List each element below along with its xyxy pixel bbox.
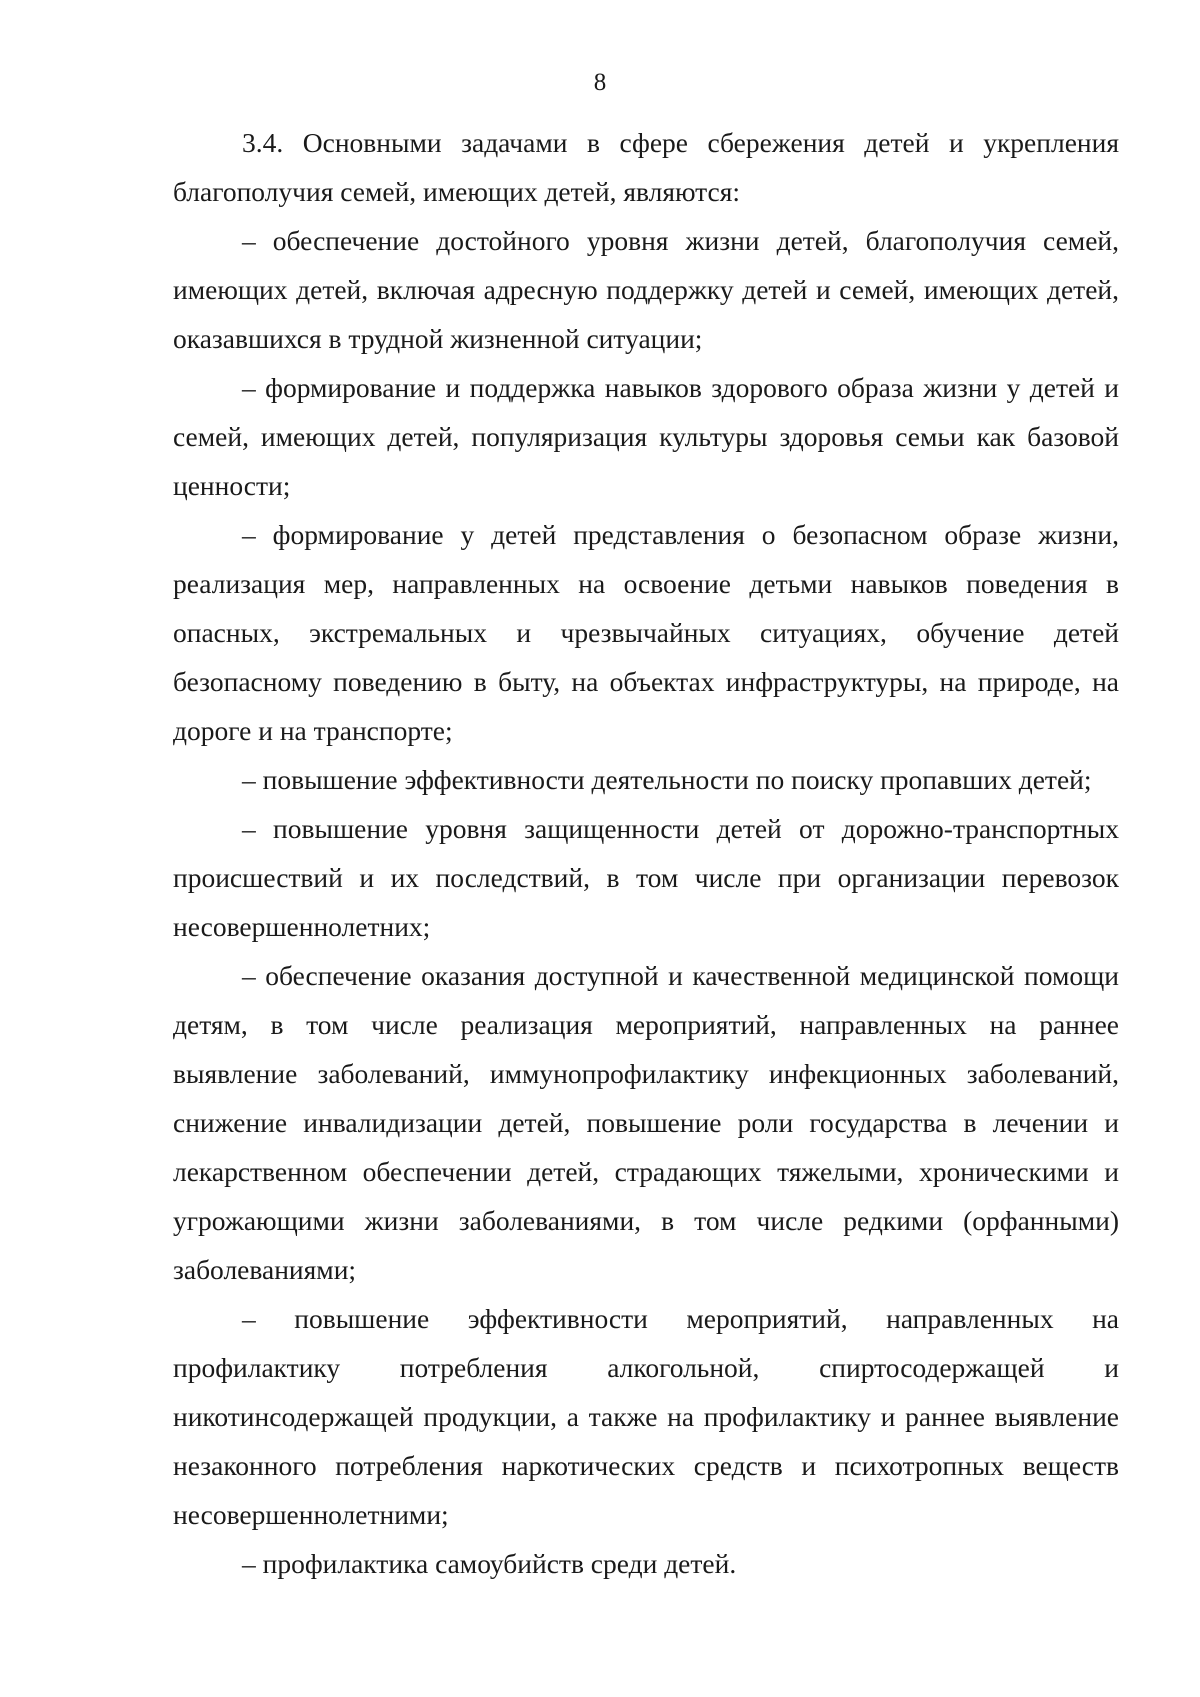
list-item-medical-care: – обеспечение оказания доступной и качественной медицинской помощи детям, в том числе реализация мероприятий, направленных на раннее выявление заболеваний, иммунопрофилактику инфекционных заболеваний, снижение инвалидизации детей, повышение роли государства в лечении и лекарственном обеспечении детей, страдающих тяжелыми, хроническими и угрожающими жизни заболеваниями, в том числе редкими (орфанными) заболеваниями; [173, 960, 1119, 1285]
list-item-safe-life: – формирование у детей представления о безопасном образе жизни, реализация мер, направленных на освоение детьми навыков поведения в опасных, экстремальных и чрезвычайных ситуациях, обучение детей безопасному поведению в быту, на объектах инфраструктуры, на природе, на дороге и на транспорте; [173, 519, 1119, 746]
list-item-healthy-lifestyle: – формирование и поддержка навыков здорового образа жизни у детей и семей, имеющих детей, популяризация культуры здоровья семьи как базовой ценности; [173, 372, 1119, 501]
list-item-living-standard: – обеспечение достойного уровня жизни детей, благополучия семей, имеющих детей, включая адресную поддержку детей и семей, имеющих детей, оказавшихся в трудной жизненной ситуации; [173, 225, 1119, 354]
list-item-road-safety: – повышение уровня защищенности детей от дорожно-транспортных происшествий и их последствий, в том числе при организации перевозок несовершеннолетних; [173, 813, 1119, 942]
list-item-substance-prevention: – повышение эффективности мероприятий, направленных на профилактику потребления алкогольной, спиртосодержащей и никотинсодержащей продукции, а также на профилактику и раннее выявление незаконного потребления наркотических средств и психотропных веществ несовершеннолетними; [173, 1303, 1119, 1530]
list-item-suicide-prevention: – профилактика самоубийств среди детей. [242, 1548, 737, 1579]
list-item-missing-children-search: – повышение эффективности деятельности по поиску пропавших детей; [242, 764, 1092, 795]
section-intro-paragraph: 3.4. Основными задачами в сфере сбережения детей и укрепления благополучия семей, имеющих детей, являются: [173, 127, 1119, 207]
document-body [173, 118, 1119, 1588]
page-number: 8 [593, 69, 607, 96]
